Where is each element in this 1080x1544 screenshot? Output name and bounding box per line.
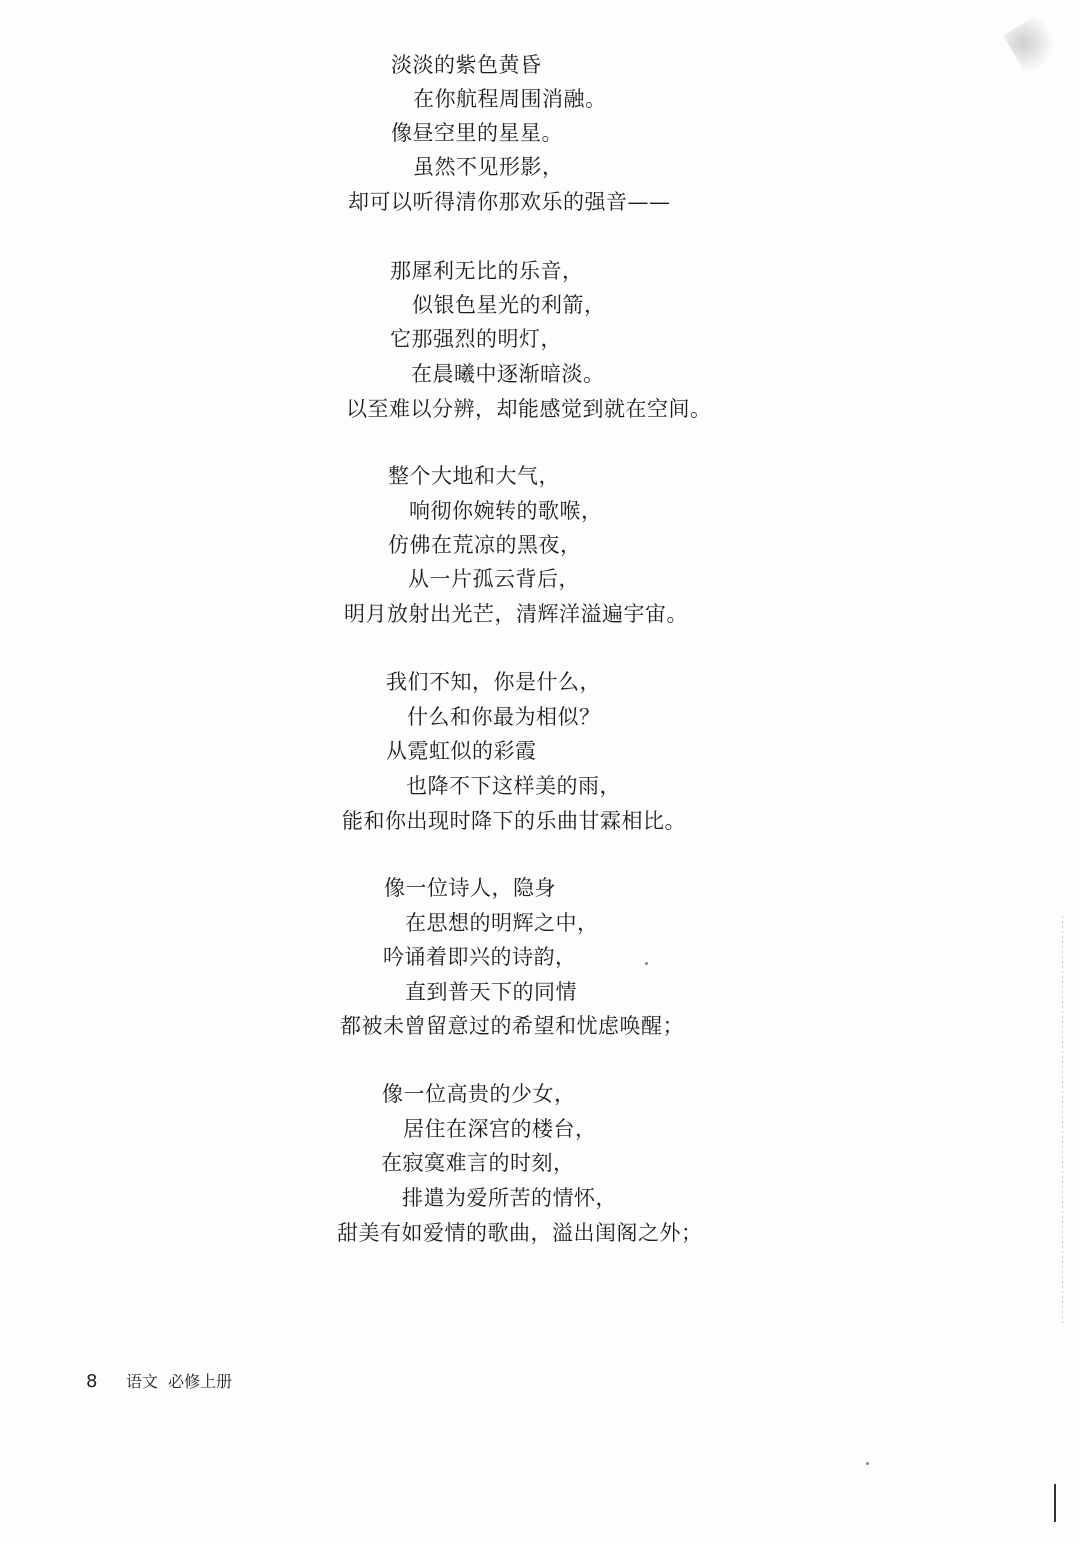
poem-line: 虽然不见形影，: [413, 155, 564, 179]
poem-line: 它那强烈的明灯，: [390, 327, 562, 351]
poem-line: 排遣为爱所苦的情怀，: [402, 1186, 617, 1210]
poem-line: 却可以听得清你那欢乐的强音——: [348, 190, 671, 214]
scan-artifact: [1054, 1484, 1056, 1522]
poem-line: 整个大地和大气，: [388, 464, 560, 488]
poem-line: 在寂寞难言的时刻，: [381, 1151, 575, 1175]
poem-line: 像一位诗人，隐身: [384, 876, 556, 900]
poem-line: 直到普天下的同情: [405, 980, 577, 1004]
poem-line: 从霓虹似的彩霞: [386, 739, 537, 763]
poem-line: 甜美有如爱情的歌曲，溢出闺阁之外；: [337, 1221, 703, 1245]
poem-line: 能和你出现时降下的乐曲甘霖相比。: [342, 809, 686, 833]
poem-line: 我们不知，你是什么，: [386, 670, 601, 694]
poem-line: 什么和你最为相似？: [407, 705, 601, 729]
poem-line: 响彻你婉转的歌喉，: [409, 499, 603, 523]
poem-line: 居住在深宫的楼台，: [403, 1117, 597, 1141]
page-number: 8: [86, 1371, 98, 1392]
scan-artifact: [645, 962, 648, 965]
page-footer: [86, 1369, 232, 1392]
poem-line: 似银色星光的利箭，: [412, 293, 606, 317]
poem-line: 像昼空里的星星。: [391, 121, 563, 145]
scan-artifact: [1003, 12, 1071, 83]
poem-line: 明月放射出光芒，清辉洋溢遍宇宙。: [344, 602, 688, 626]
poem-line: 仿佛在荒凉的黑夜，: [388, 533, 582, 557]
poem-line: 以至难以分辨，却能感觉到就在空间。: [346, 397, 712, 421]
poem-line: 从一片孤云背后，: [408, 567, 580, 591]
poem-line: 那犀利无比的乐音，: [390, 259, 584, 283]
poem-line: 淡淡的紫色黄昏: [391, 53, 542, 77]
book-title: 语文 必修上册: [126, 1372, 233, 1391]
poem-line: 像一位高贵的少女，: [382, 1082, 576, 1106]
scan-artifact: [1062, 916, 1063, 1326]
poem-line: 吟诵着即兴的诗韵，: [383, 945, 577, 969]
scan-artifact: [866, 1462, 869, 1465]
poem-line: 都被未曾留意过的希望和忧虑唤醒；: [340, 1014, 684, 1038]
poem-line: 在晨曦中逐渐暗淡。: [411, 362, 605, 386]
poem-line: 在思想的明辉之中，: [405, 911, 599, 935]
poem-line: 在你航程周围消融。: [413, 87, 607, 111]
poem-line: 也降不下这样美的雨，: [406, 774, 621, 798]
